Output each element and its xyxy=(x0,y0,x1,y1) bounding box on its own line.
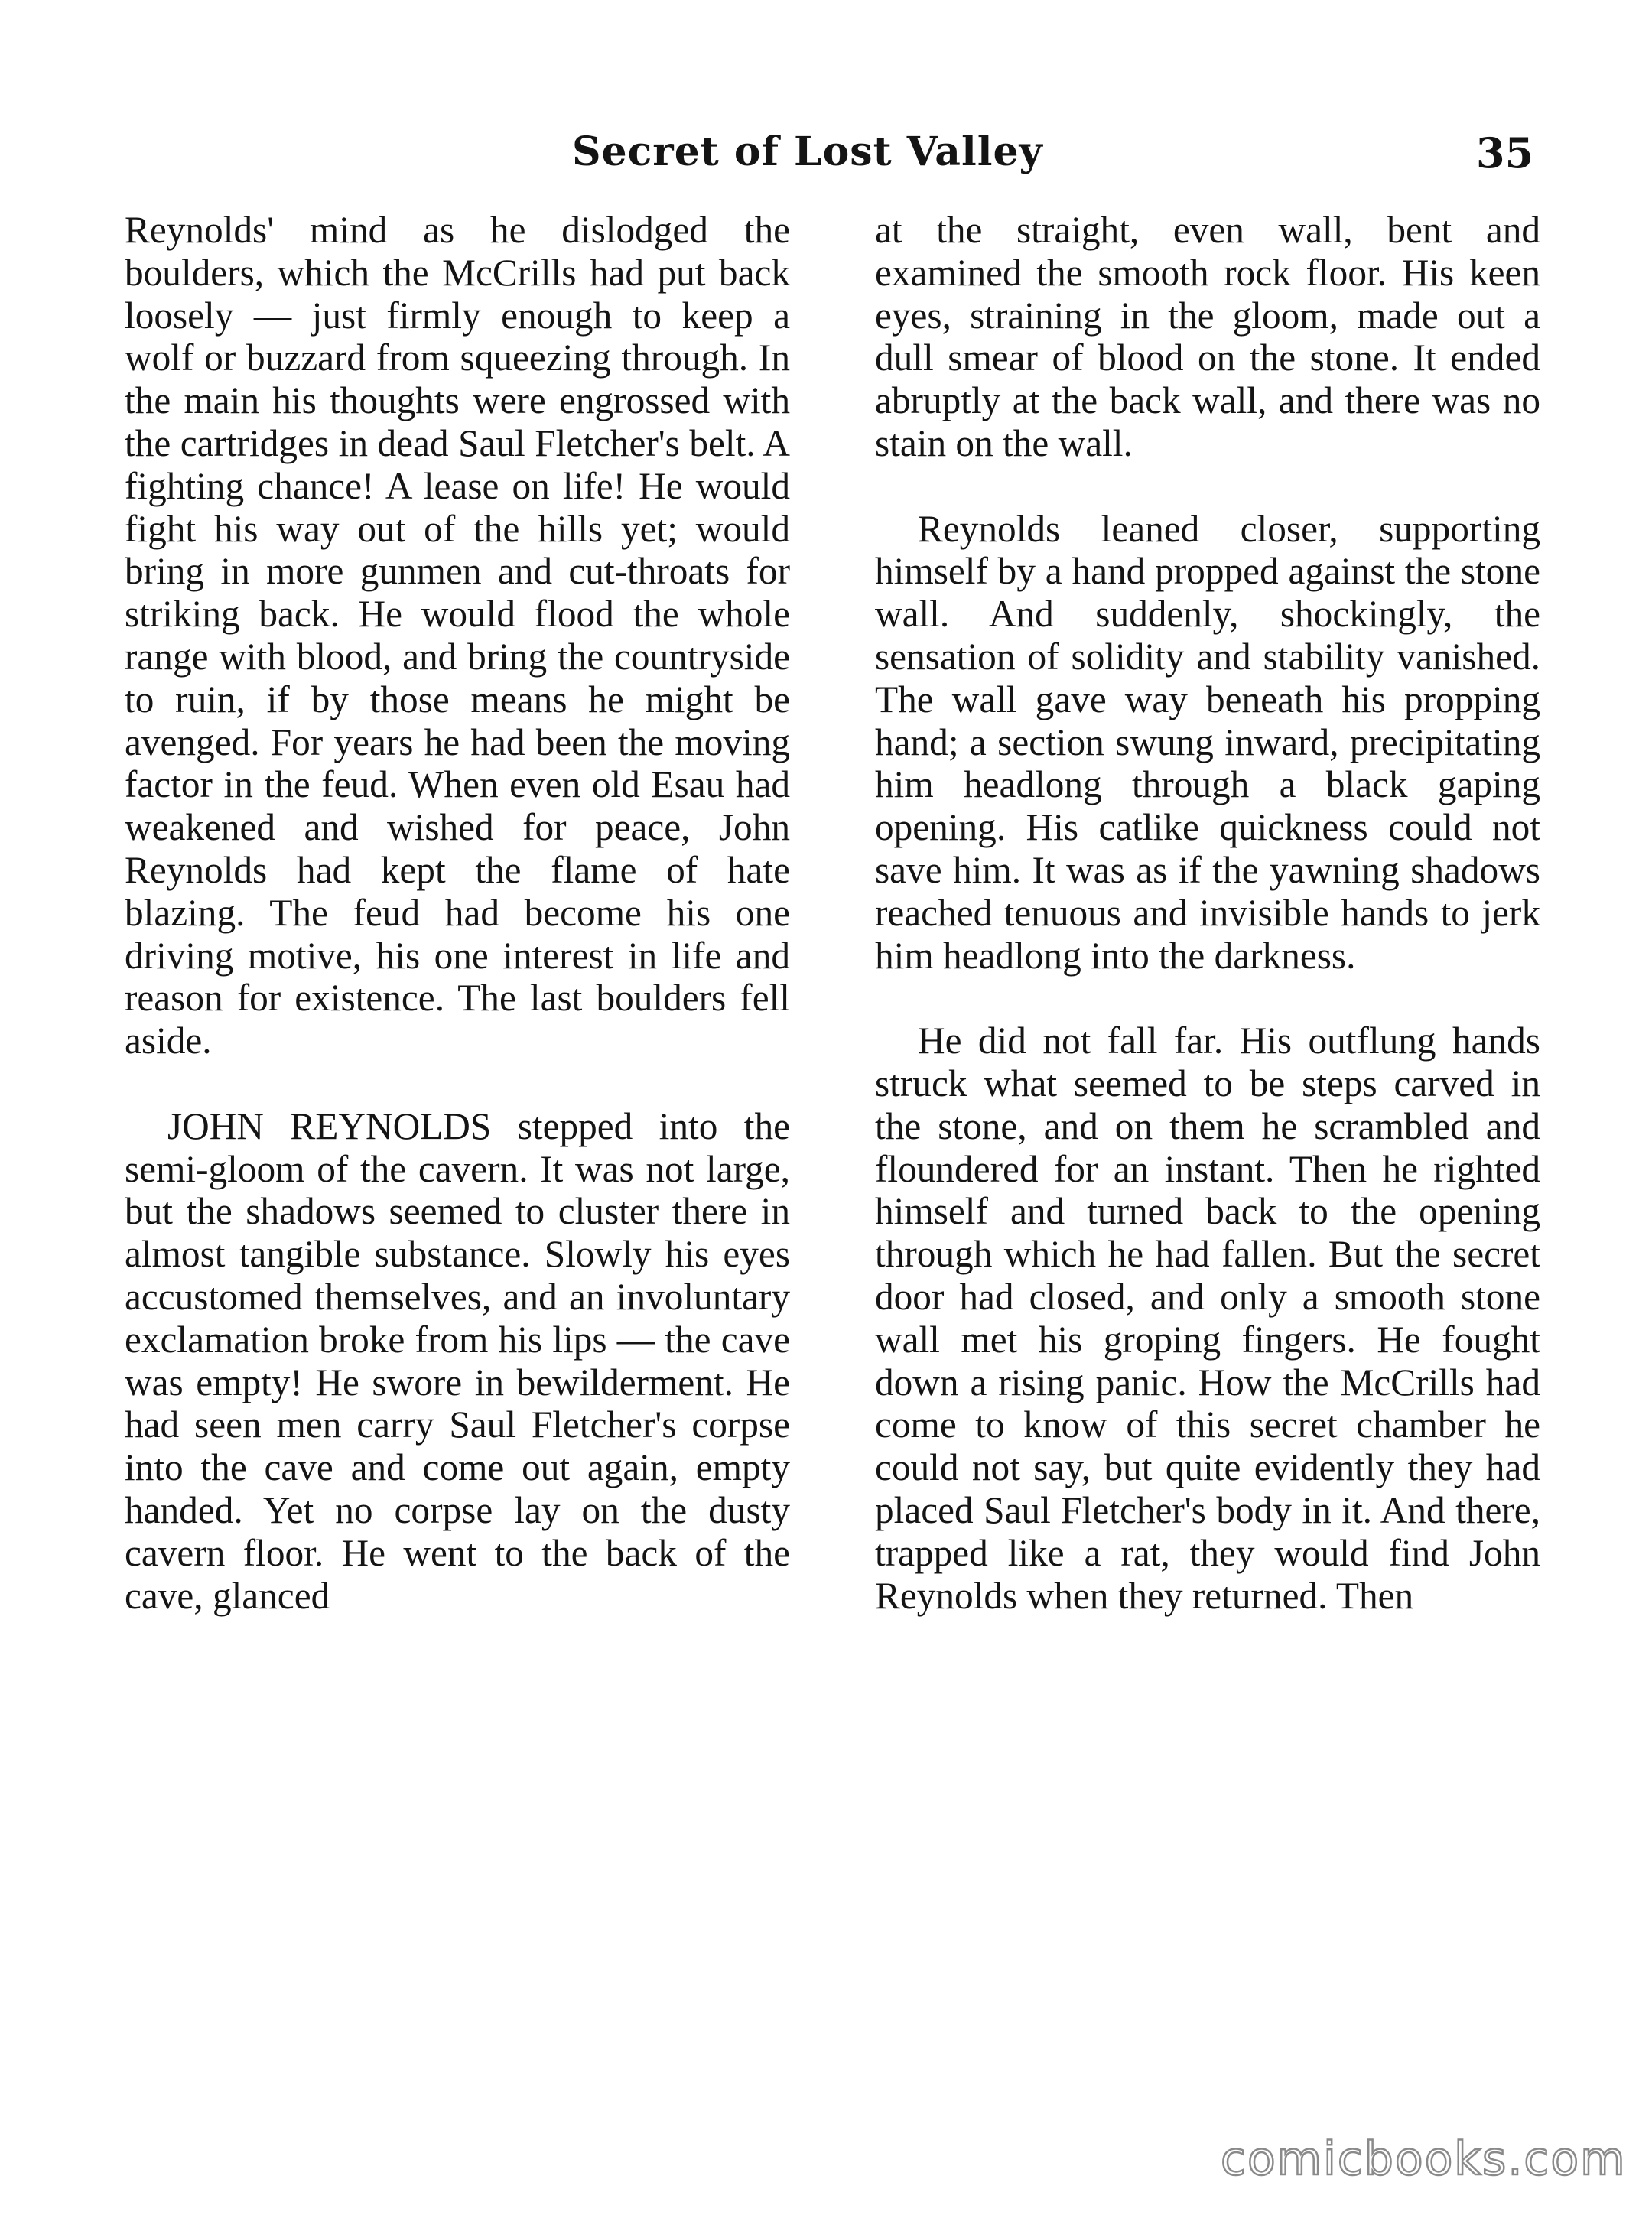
paragraph: JOHN REYNOLDS stepped into the semi-gloom of the cavern. It was not large, but the shadows seemed to cluster there in almost tangible substance. Slowly his eyes accustomed themselves, and an involuntary exclamation broke from his lips — the cave was empty! He swore in bewilderment. He had seen men carry Saul Fletcher's corpse into the cave and come out again, empty handed. Yet no corpse lay on the dusty cavern floor. He went to the back of the cave, glanced xyxy=(125,1104,790,1617)
running-title: Secret of Lost Valley xyxy=(572,128,1043,175)
paragraph: He did not fall far. His outflung hands struck what seemed to be steps carved in the stone, and on them he scrambled and floundered for an instant. Then he righted himself and turned back to the opening through which he had fallen. But the secret door had closed, and only a smooth stone wall met his groping fingers. He fought down a rising panic. How the McCrills had come to know of this secret chamber he could not say, but quite evidently they had placed Saul Fletcher's body in it. And there, trapped like a rat, they would find John Reynolds when they returned. Then xyxy=(875,1020,1540,1617)
text-column-left xyxy=(125,209,790,1617)
paragraph: at the straight, even wall, bent and examined the smooth rock floor. His keen eyes, straining in the gloom, made out a dull smear of blood on the stone. It ended abruptly at the back wall, and there was no stain on the wall. xyxy=(875,209,1540,464)
page-number: 35 xyxy=(1476,128,1534,177)
page-header xyxy=(0,122,1652,191)
site-watermark: comicbooks.com xyxy=(1221,2132,1627,2186)
paragraph: Reynolds leaned closer, supporting himself by a hand propped against the stone wall. And suddenly, shockingly, the sensation of solidity and stability vanished. The wall gave way beneath his propping hand; a section swung inward, precipitating him headlong through a black gaping opening. His catlike quickness could not save him. It was as if the yawning shadows reached tenuous and invisible hands to jerk him headlong into the darkness. xyxy=(875,507,1540,977)
paragraph: Reynolds' mind as he dislodged the boulders, which the McCrills had put back loosely — just firmly enough to keep a wolf or buzzard from squeezing through. In the main his thoughts were engrossed with the cartridges in dead Saul Fletcher's belt. A fighting chance! A lease on life! He would fight his way out of the hills yet; would bring in more gunmen and cut-throats for striking back. He would flood the whole range with blood, and bring the countryside to ruin, if by those means he might be avenged. For years he had been the moving factor in the feud. When even old Esau had weakened and wished for peace, John Reynolds had kept the flame of hate blazing. The feud had become his one driving motive, his one interest in life and reason for existence. The last boulders fell aside. xyxy=(125,209,790,1062)
text-column-right xyxy=(875,209,1540,1617)
